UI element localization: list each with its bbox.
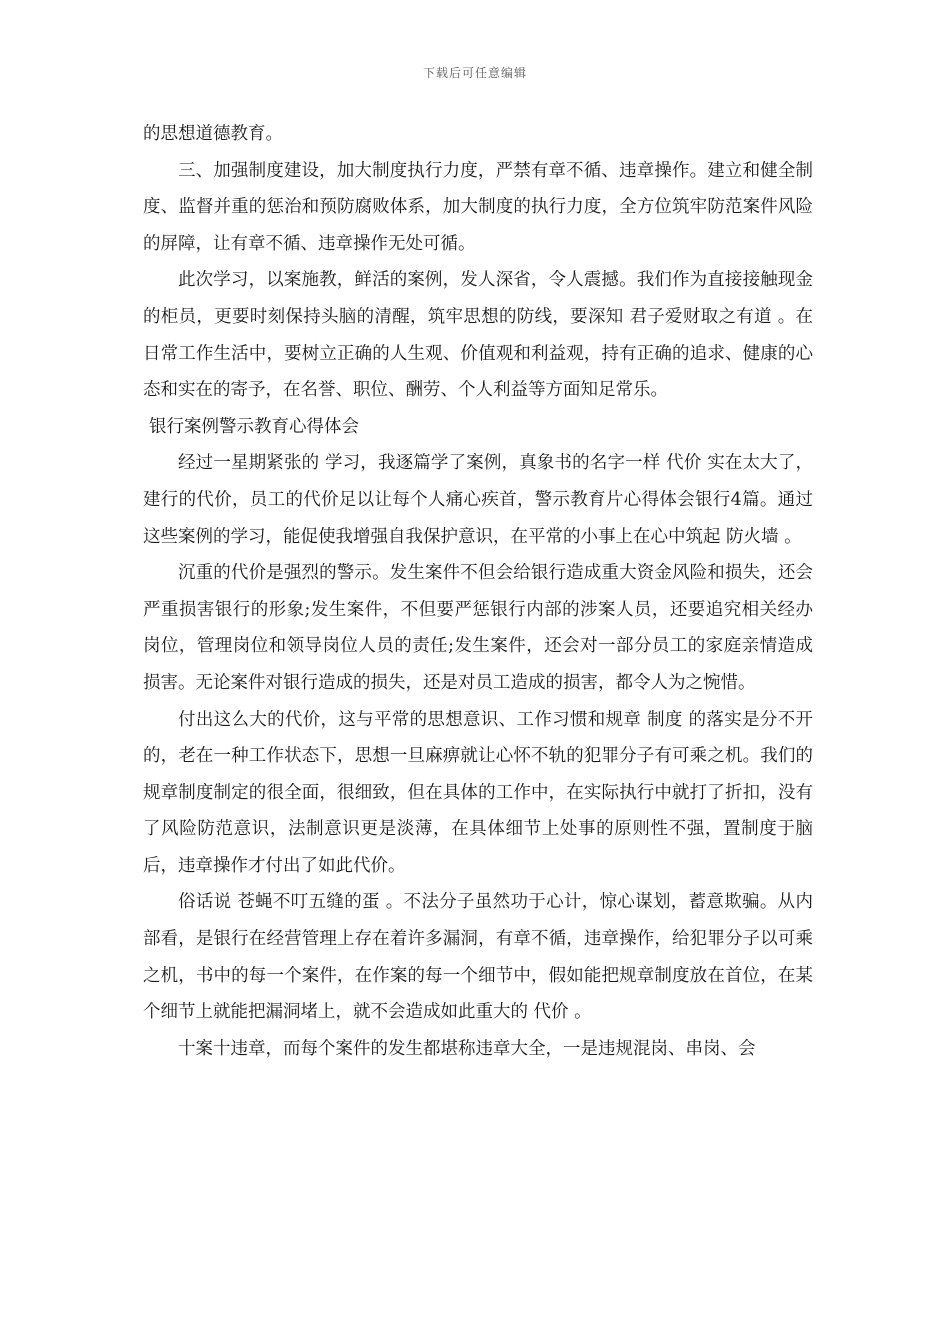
paragraph-price-paid: 付出这么大的代价，这与平常的思想意识、工作习惯和规章 制度 的落实是分不开的，老在一种工作状态下，思想一旦麻痹就让心怀不轨的犯罪分子有可乘之机。我们的规章制度制定的很全面，很细致，但在具体的工作中，在实际执行中就打了折扣，没有了风险防范意识，法制意识更是淡薄，在具体细节上处事的原则性不强，置制度于脑后，违章操作才付出了如此代价。 [143, 709, 813, 876]
paragraph-ten-cases: 十案十违章，而每个案件的发生都堪称违章大全，一是违规混岗、串岗、会 [178, 1038, 756, 1059]
paragraph-study-reflection: 此次学习，以案施教，鲜活的案例，发人深省，令人震撼。我们作为直接接触现金的柜员，更要时刻保持头脑的清醒，筑牢思想的防线，要深知 君子爱财取之有道 。在日常工作生活中，要树立正确的人生观、价值观和利益观，持有正确的追求、健康的心态和实在的寄予，在名誉、职位、酬劳、个人利益等方面知足常乐。 [143, 270, 813, 401]
page-header-note: 下载后可任意编辑 [422, 66, 527, 80]
document-body [143, 116, 813, 1067]
paragraph-heavy-cost: 沉重的代价是强烈的警示。发生案件不但会给银行造成重大资金风险和损失，还会严重损害银行的形象;发生案件，不但要严惩银行内部的涉案人员，还要追究相关经办岗位，管理岗位和领导岗位人员的责任;发生案件，还会对一部分员工的家庭亲情造成损害。无论案件对银行造成的损失，还是对员工造成的损害，都令人为之惋惜。 [143, 563, 813, 693]
section-title: 银行案例警示教育心得体会 [149, 416, 359, 437]
paragraph-case-study: 经过一星期紧张的 学习，我逐篇学了案例，真象书的名字一样 代价 实在太大了，建行的代价，员工的代价足以让每个人痛心疾首，警示教育片心得体会银行4篇。通过这些案例的学习，能促使我增强自我保护意识，在平常的小事上在心中筑起 防火墙 。 [143, 453, 813, 547]
paragraph-continuation: 的思想道德教育。 [143, 124, 283, 144]
paragraph-proverb: 俗话说 苍蝇不叮五缝的蛋 。不法分子虽然功于心计，惊心谋划，蓄意欺骗。从内部看，是银行在经营管理上存在着许多漏洞，有章不循，违章操作，给犯罪分子以可乘之机，书中的每一个案件，在作案的每一个细节中，假如能把规章制度放在首位，在某个细节上就能把漏洞堵上，就不会造成如此重大的 代价 。 [143, 892, 813, 1023]
paragraph-system-building: 三、加强制度建设，加大制度执行力度，严禁有章不循、违章操作。建立和健全制度、监督并重的惩治和预防腐败体系，加大制度的执行力度，全方位筑牢防范案件风险的屏障，让有章不循、违章操作无处可循。 [143, 160, 813, 254]
